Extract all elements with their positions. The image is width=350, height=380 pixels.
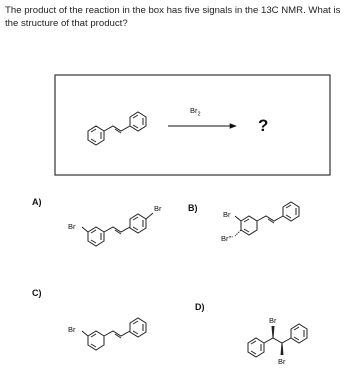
option-b-label: B) — [188, 203, 198, 213]
option-c-label: C) — [32, 288, 42, 298]
option-d-structure — [248, 324, 307, 357]
option-d-wedge-top — [272, 326, 275, 338]
stilbene-structure — [88, 112, 146, 145]
option-d-wedge-bottom — [281, 343, 284, 355]
option-a-label: A) — [32, 197, 42, 207]
option-c-br: Br — [68, 325, 76, 334]
product-unknown: ? — [258, 116, 269, 135]
option-c-structure — [82, 318, 146, 350]
option-d-br-bottom: Br — [278, 357, 286, 366]
reagent-label: $Br_2$ — [190, 106, 201, 118]
reaction-box — [55, 75, 330, 175]
option-a-br-left: Br — [68, 222, 76, 231]
option-b-structure — [235, 202, 299, 236]
option-b-br-bottom: Br''' — [221, 234, 233, 243]
option-a-br-right: Br — [154, 204, 162, 213]
option-d-br-top: Br — [269, 316, 277, 325]
option-a-structure — [82, 213, 153, 246]
option-b-br-top: Br — [223, 210, 231, 219]
option-d-label: D) — [195, 302, 205, 312]
question-text: The product of the reaction in the box has five signals in the 13C NMR. What is the structure of that product? — [5, 5, 341, 29]
